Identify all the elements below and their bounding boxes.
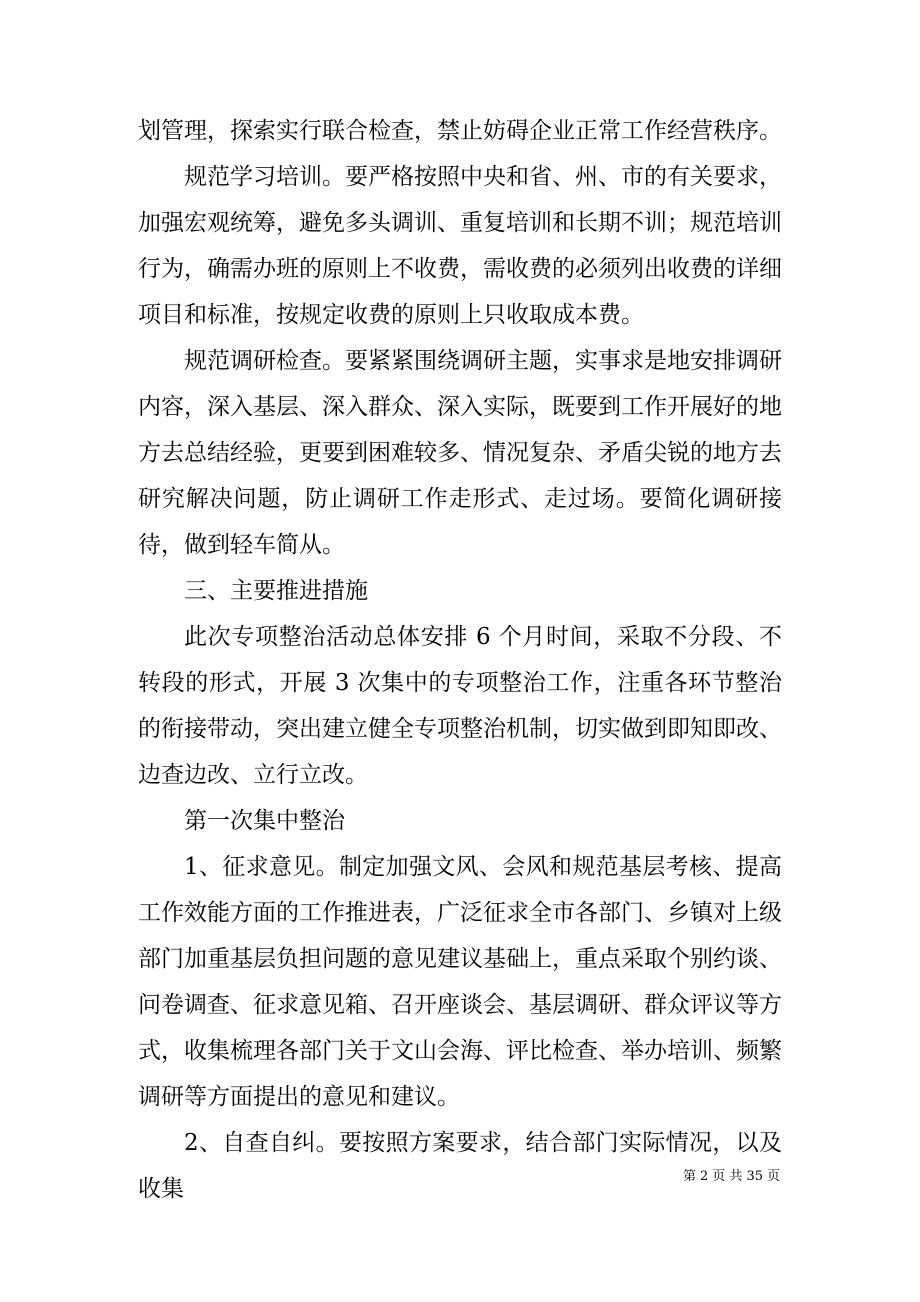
section-heading: 三、主要推进措施 <box>184 578 368 604</box>
footer-total-pages: 35 <box>746 1169 763 1184</box>
paragraph-1: 划管理，探索实行联合检查，禁止妨碍企业正常工作经营秩序。 <box>138 118 782 144</box>
footer-middle: 页 共 <box>712 1169 743 1184</box>
footer-prefix: 第 <box>683 1169 697 1184</box>
paragraph-7: 1、征求意见。制定加强文风、会风和规范基层考核、提高工作效能方面的工作推进表，广泛征求全市各部门、乡镇对上级部门加重基层负担问题的意见建议基础上，重点采取个别约谈、问卷调查、征求意见箱、召开座谈会、基层调研、群众评议等方式，收集梳理各部门关于文山会海、评比检查、举办培训、频繁调研等方面提出的意见和建议。 <box>138 854 782 1110</box>
paragraph-5: 此次专项整治活动总体安排 6 个月时间，采取不分段、不转段的形式，开展 3 次集中的专项整治工作，注重各环节整治的衔接带动，突出建立健全专项整治机制，切实做到即知即改、边查边改、立行立改。 <box>138 624 782 788</box>
subsection-heading: 第一次集中整治 <box>184 808 345 834</box>
paragraph-8: 2、自查自纠。要按照方案要求，结合部门实际情况，以及收集 <box>138 1130 782 1202</box>
document-body <box>138 108 782 1212</box>
page-footer <box>640 1168 782 1186</box>
footer-current-page: 2 <box>700 1169 709 1184</box>
footer-suffix: 页 <box>766 1169 780 1184</box>
paragraph-3: 规范调研检查。要紧紧围绕调研主题，实事求是地安排调研内容，深入基层、深入群众、深入实际，既要到工作开展好的地方去总结经验，更要到困难较多、情况复杂、矛盾尖锐的地方去研究解决问题，防止调研工作走形式、走过场。要简化调研接待，做到轻车简从。 <box>138 348 782 558</box>
paragraph-2: 规范学习培训。要严格按照中央和省、州、市的有关要求，加强宏观统筹，避免多头调训、重复培训和长期不训；规范培训行为，确需办班的原则上不收费，需收费的必须列出收费的详细项目和标准，按规定收费的原则上只收取成本费。 <box>138 164 782 328</box>
